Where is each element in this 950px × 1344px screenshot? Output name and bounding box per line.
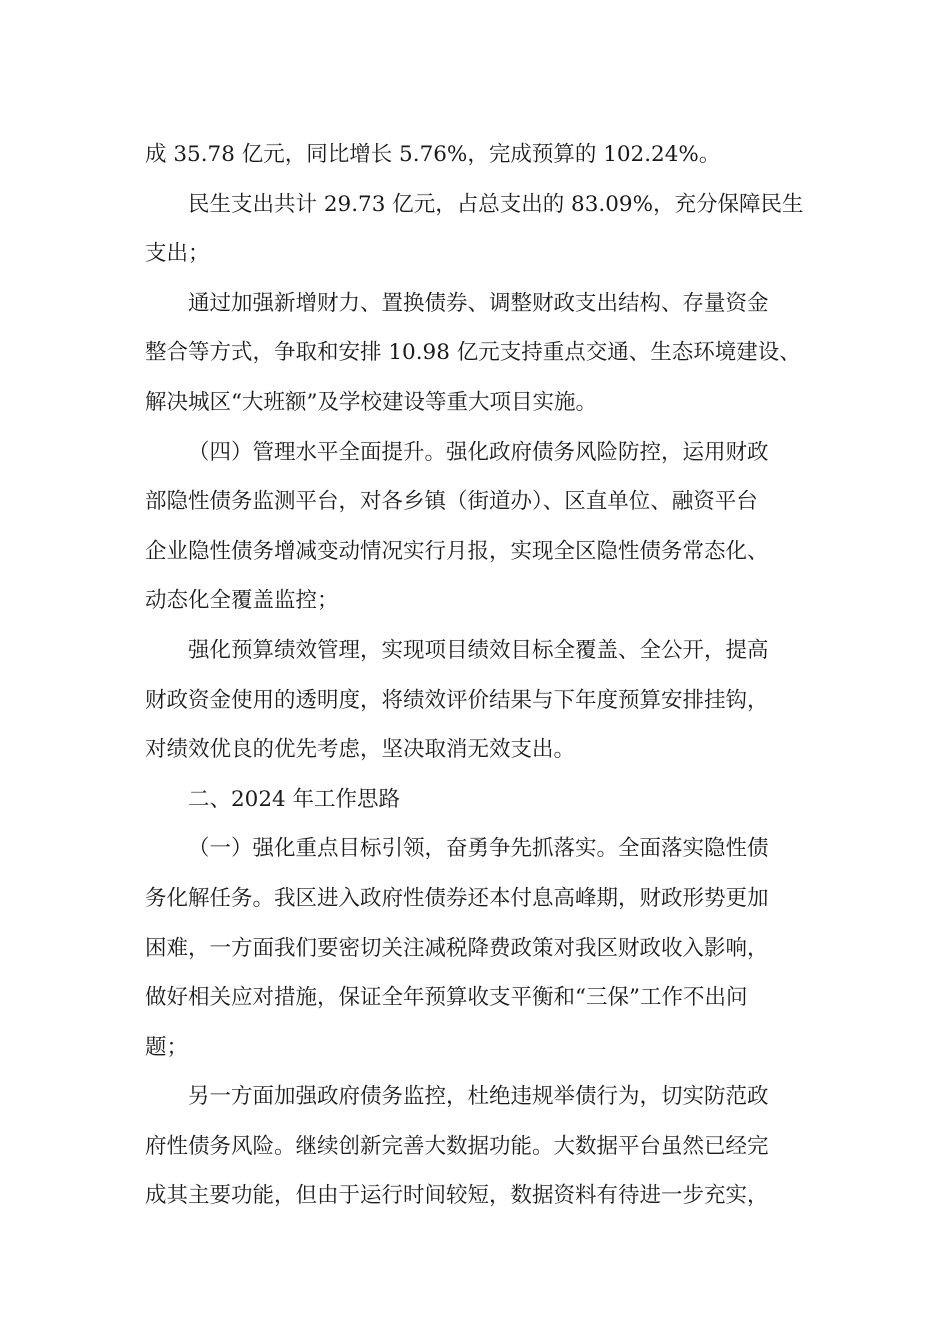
text-line-paragraph-start: 通过加强新增财力、置换债券、调整财政支出结构、存量资金 xyxy=(188,290,769,316)
text-line-paragraph-start: 民生支出共计 29.73 亿元，占总支出的 83.09%，充分保障民生 xyxy=(188,191,804,217)
text-line: 对绩效优良的优先考虑，坚决取消无效支出。 xyxy=(145,737,576,763)
text-line: 做好相关应对措施，保证全年预算收支平衡和“三保”工作不出问 xyxy=(145,985,748,1011)
document-body xyxy=(145,130,810,1221)
text-line: 府性债务风险。继续创新完善大数据功能。大数据平台虽然已经完 xyxy=(145,1133,769,1159)
text-line: 整合等方式，争取和安排 10.98 亿元支持重点交通、生态环境建设、 xyxy=(145,340,801,366)
text-line: 动态化全覆盖监控； xyxy=(145,588,339,614)
text-line: 题； xyxy=(145,1034,189,1060)
text-line: 支出； xyxy=(145,241,210,267)
text-line: 部隐性债务监测平台，对各乡镇（街道办）、区直单位、融资平台 xyxy=(145,489,758,515)
text-line: 解决城区“大班额”及学校建设等重大项目实施。 xyxy=(145,389,597,415)
text-line: 务化解任务。我区进入政府性债券还本付息高峰期，财政形势更加 xyxy=(145,885,769,911)
text-line: 企业隐性债务增减变动情况实行月报，实现全区隐性债务常态化、 xyxy=(145,538,769,564)
text-line: 成其主要功能，但由于运行时间较短，数据资料有待进一步充实， xyxy=(145,1183,769,1209)
text-line-subsection-start: （四）管理水平全面提升。强化政府债务风险防控，运用财政 xyxy=(188,439,769,465)
text-line-continuation: 成 35.78 亿元，同比增长 5.76%，完成预算的 102.24%。 xyxy=(145,142,721,167)
section-heading: 二、2024 年工作思路 xyxy=(188,786,401,812)
text-line-paragraph-start: 另一方面加强政府债务监控，杜绝违规举债行为，切实防范政 xyxy=(188,1084,769,1110)
text-line: 财政资金使用的透明度，将绩效评价结果与下年度预算安排挂钩， xyxy=(145,687,769,713)
text-line: 困难，一方面我们要密切关注减税降费政策对我区财政收入影响， xyxy=(145,935,769,961)
text-line-paragraph-start: 强化预算绩效管理，实现项目绩效目标全覆盖、全公开，提高 xyxy=(188,637,769,663)
text-line-subsection-start: （一）强化重点目标引领，奋勇争先抓落实。全面落实隐性债 xyxy=(188,836,769,862)
